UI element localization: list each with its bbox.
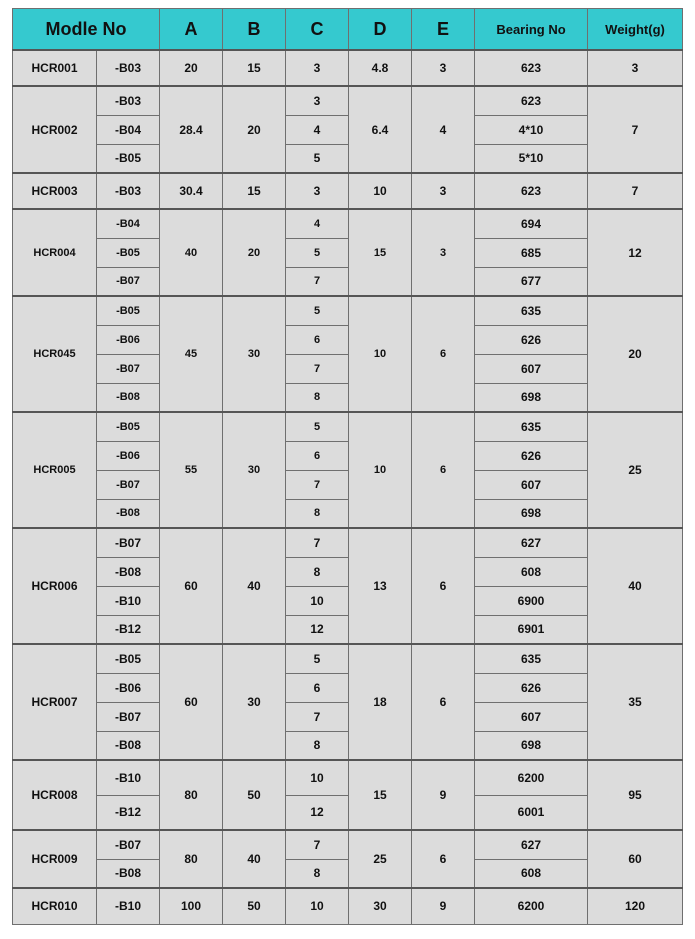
bearing-cell: 607 (475, 702, 588, 731)
table-body (13, 50, 683, 924)
bearing-cell: 6001 (475, 795, 588, 830)
dim-e-cell: 4 (412, 86, 475, 173)
suffix-cell: -B10 (97, 760, 160, 795)
model-cell: HCR008 (13, 760, 97, 830)
table-row (13, 795, 683, 830)
model-cell: HCR007 (13, 644, 97, 760)
bearing-cell: 626 (475, 325, 588, 354)
table-row (13, 528, 683, 557)
suffix-cell: -B03 (97, 50, 160, 86)
suffix-cell: -B08 (97, 859, 160, 888)
bearing-cell: 623 (475, 86, 588, 115)
dim-c-cell: 6 (286, 673, 349, 702)
bearing-cell: 4*10 (475, 115, 588, 144)
dim-c-cell: 10 (286, 760, 349, 795)
dim-c-cell: 12 (286, 795, 349, 830)
table-row (13, 354, 683, 383)
suffix-cell: -B08 (97, 499, 160, 528)
dim-d-cell: 13 (349, 528, 412, 644)
dim-a-cell: 28.4 (160, 86, 223, 173)
suffix-cell: -B04 (97, 209, 160, 238)
suffix-cell: -B07 (97, 702, 160, 731)
dim-a-cell: 80 (160, 830, 223, 888)
dim-a-cell: 45 (160, 296, 223, 412)
table-row (13, 238, 683, 267)
bearing-cell: 694 (475, 209, 588, 238)
dim-d-cell: 10 (349, 412, 412, 528)
dim-b-cell: 50 (223, 760, 286, 830)
weight-cell: 3 (588, 50, 683, 86)
dim-c-cell: 10 (286, 888, 349, 924)
bearing-cell: 607 (475, 470, 588, 499)
dim-e-cell: 9 (412, 888, 475, 924)
dim-c-cell: 4 (286, 209, 349, 238)
model-cell: HCR003 (13, 173, 97, 209)
dim-e-cell: 6 (412, 644, 475, 760)
dim-c-cell: 7 (286, 830, 349, 859)
suffix-cell: -B03 (97, 86, 160, 115)
dim-d-cell: 18 (349, 644, 412, 760)
suffix-cell: -B05 (97, 144, 160, 173)
table-row (13, 470, 683, 499)
bearing-cell: 608 (475, 557, 588, 586)
header-weight: Weight(g) (588, 9, 683, 51)
table-row (13, 296, 683, 325)
dim-e-cell: 6 (412, 528, 475, 644)
header-b: B (223, 9, 286, 51)
model-cell: HCR001 (13, 50, 97, 86)
table-row (13, 325, 683, 354)
dim-e-cell: 3 (412, 209, 475, 296)
table-row (13, 173, 683, 209)
dim-c-cell: 5 (286, 296, 349, 325)
table-row (13, 888, 683, 924)
dim-b-cell: 15 (223, 173, 286, 209)
header-model: Modle No (13, 9, 160, 51)
dim-c-cell: 3 (286, 50, 349, 86)
suffix-cell: -B06 (97, 673, 160, 702)
table-row (13, 586, 683, 615)
suffix-cell: -B08 (97, 731, 160, 760)
dim-c-cell: 7 (286, 354, 349, 383)
suffix-cell: -B08 (97, 557, 160, 586)
weight-cell: 12 (588, 209, 683, 296)
bearing-cell: 635 (475, 412, 588, 441)
suffix-cell: -B08 (97, 383, 160, 412)
table-row (13, 267, 683, 296)
bearing-cell: 623 (475, 50, 588, 86)
model-cell: HCR005 (13, 412, 97, 528)
dim-d-cell: 6.4 (349, 86, 412, 173)
weight-cell: 40 (588, 528, 683, 644)
dim-d-cell: 10 (349, 173, 412, 209)
table-row (13, 760, 683, 795)
table-row (13, 50, 683, 86)
dim-b-cell: 20 (223, 209, 286, 296)
table-row (13, 557, 683, 586)
suffix-cell: -B10 (97, 586, 160, 615)
table-row (13, 731, 683, 760)
dim-d-cell: 15 (349, 209, 412, 296)
dim-e-cell: 6 (412, 830, 475, 888)
bearing-cell: 6901 (475, 615, 588, 644)
weight-cell: 7 (588, 86, 683, 173)
bearing-cell: 6200 (475, 760, 588, 795)
suffix-cell: -B10 (97, 888, 160, 924)
weight-cell: 20 (588, 296, 683, 412)
bearing-cell: 627 (475, 830, 588, 859)
table-row (13, 115, 683, 144)
dim-b-cell: 50 (223, 888, 286, 924)
dim-e-cell: 3 (412, 50, 475, 86)
dim-c-cell: 8 (286, 383, 349, 412)
suffix-cell: -B07 (97, 528, 160, 557)
suffix-cell: -B12 (97, 615, 160, 644)
dim-c-cell: 5 (286, 412, 349, 441)
table-row (13, 209, 683, 238)
dim-d-cell: 4.8 (349, 50, 412, 86)
dim-c-cell: 8 (286, 557, 349, 586)
suffix-cell: -B03 (97, 173, 160, 209)
bearing-cell: 623 (475, 173, 588, 209)
bearing-cell: 635 (475, 296, 588, 325)
bearing-cell: 677 (475, 267, 588, 296)
table-row (13, 144, 683, 173)
dim-c-cell: 7 (286, 528, 349, 557)
dim-c-cell: 4 (286, 115, 349, 144)
dim-e-cell: 9 (412, 760, 475, 830)
spec-table (12, 8, 683, 925)
suffix-cell: -B05 (97, 238, 160, 267)
table-row (13, 412, 683, 441)
bearing-cell: 608 (475, 859, 588, 888)
dim-e-cell: 6 (412, 296, 475, 412)
dim-b-cell: 40 (223, 528, 286, 644)
table-row (13, 86, 683, 115)
table-row (13, 859, 683, 888)
dim-d-cell: 15 (349, 760, 412, 830)
dim-c-cell: 7 (286, 267, 349, 296)
dim-d-cell: 30 (349, 888, 412, 924)
dim-c-cell: 6 (286, 441, 349, 470)
bearing-cell: 5*10 (475, 144, 588, 173)
table-row (13, 615, 683, 644)
dim-c-cell: 6 (286, 325, 349, 354)
dim-c-cell: 5 (286, 644, 349, 673)
table-header (13, 9, 683, 51)
dim-a-cell: 30.4 (160, 173, 223, 209)
dim-b-cell: 30 (223, 644, 286, 760)
model-cell: HCR006 (13, 528, 97, 644)
suffix-cell: -B07 (97, 354, 160, 383)
dim-a-cell: 40 (160, 209, 223, 296)
dim-c-cell: 3 (286, 173, 349, 209)
table-row (13, 673, 683, 702)
dim-c-cell: 8 (286, 731, 349, 760)
dim-a-cell: 60 (160, 644, 223, 760)
bearing-cell: 698 (475, 499, 588, 528)
header-e: E (412, 9, 475, 51)
bearing-cell: 6900 (475, 586, 588, 615)
table-row (13, 441, 683, 470)
dim-a-cell: 55 (160, 412, 223, 528)
weight-cell: 25 (588, 412, 683, 528)
dim-c-cell: 7 (286, 470, 349, 499)
weight-cell: 7 (588, 173, 683, 209)
suffix-cell: -B05 (97, 644, 160, 673)
weight-cell: 60 (588, 830, 683, 888)
dim-a-cell: 20 (160, 50, 223, 86)
bearing-cell: 627 (475, 528, 588, 557)
dim-b-cell: 30 (223, 296, 286, 412)
dim-d-cell: 10 (349, 296, 412, 412)
weight-cell: 35 (588, 644, 683, 760)
dim-c-cell: 3 (286, 86, 349, 115)
dim-a-cell: 80 (160, 760, 223, 830)
model-cell: HCR009 (13, 830, 97, 888)
model-cell: HCR010 (13, 888, 97, 924)
header-a: A (160, 9, 223, 51)
bearing-cell: 685 (475, 238, 588, 267)
bearing-cell: 626 (475, 673, 588, 702)
table-row (13, 644, 683, 673)
bearing-cell: 698 (475, 383, 588, 412)
weight-cell: 95 (588, 760, 683, 830)
bearing-cell: 635 (475, 644, 588, 673)
suffix-cell: -B05 (97, 296, 160, 325)
dim-a-cell: 100 (160, 888, 223, 924)
bearing-cell: 607 (475, 354, 588, 383)
dim-c-cell: 5 (286, 238, 349, 267)
table-row (13, 830, 683, 859)
suffix-cell: -B12 (97, 795, 160, 830)
dim-c-cell: 8 (286, 499, 349, 528)
dim-c-cell: 12 (286, 615, 349, 644)
dim-c-cell: 7 (286, 702, 349, 731)
dim-b-cell: 15 (223, 50, 286, 86)
suffix-cell: -B06 (97, 325, 160, 354)
suffix-cell: -B07 (97, 470, 160, 499)
dim-e-cell: 3 (412, 173, 475, 209)
bearing-cell: 6200 (475, 888, 588, 924)
model-cell: HCR002 (13, 86, 97, 173)
dim-c-cell: 5 (286, 144, 349, 173)
bearing-cell: 698 (475, 731, 588, 760)
bearing-cell: 626 (475, 441, 588, 470)
table-row (13, 383, 683, 412)
dim-b-cell: 20 (223, 86, 286, 173)
weight-cell: 120 (588, 888, 683, 924)
suffix-cell: -B04 (97, 115, 160, 144)
dim-b-cell: 40 (223, 830, 286, 888)
model-cell: HCR045 (13, 296, 97, 412)
dim-c-cell: 8 (286, 859, 349, 888)
table-row (13, 702, 683, 731)
dim-b-cell: 30 (223, 412, 286, 528)
header-d: D (349, 9, 412, 51)
dim-e-cell: 6 (412, 412, 475, 528)
dim-d-cell: 25 (349, 830, 412, 888)
header-bearing: Bearing No (475, 9, 588, 51)
suffix-cell: -B05 (97, 412, 160, 441)
suffix-cell: -B07 (97, 830, 160, 859)
header-c: C (286, 9, 349, 51)
suffix-cell: -B06 (97, 441, 160, 470)
dim-c-cell: 10 (286, 586, 349, 615)
dim-a-cell: 60 (160, 528, 223, 644)
table-row (13, 499, 683, 528)
suffix-cell: -B07 (97, 267, 160, 296)
model-cell: HCR004 (13, 209, 97, 296)
